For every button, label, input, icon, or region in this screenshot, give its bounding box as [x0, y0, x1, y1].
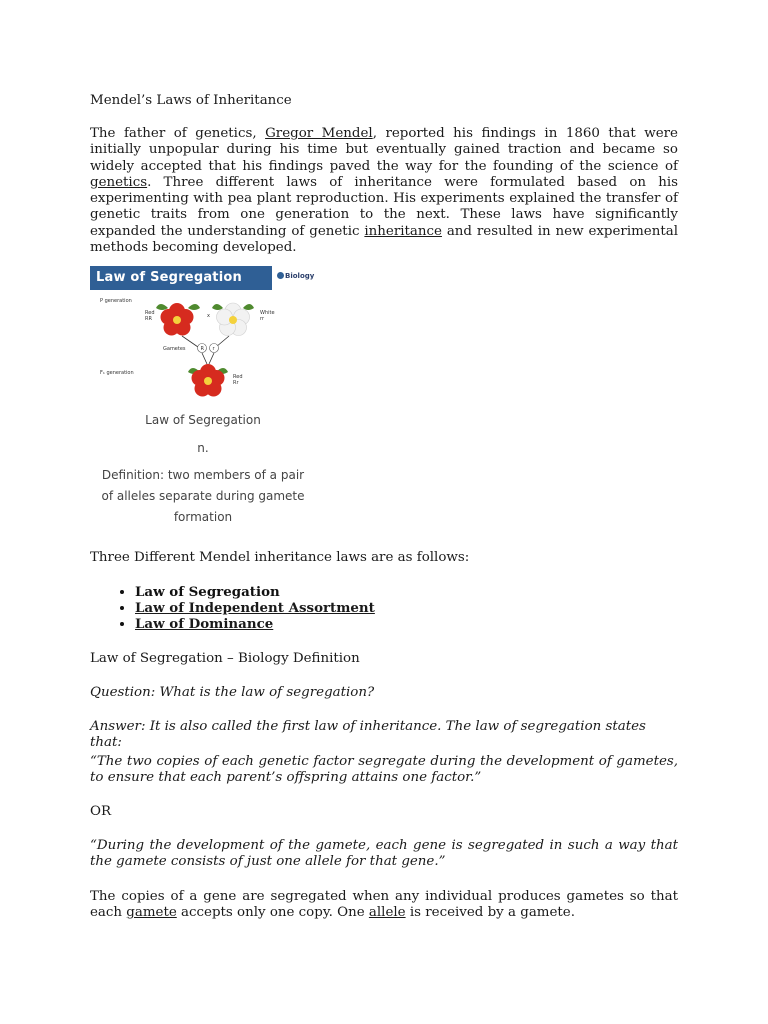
- white-parent-label: White: [260, 310, 275, 316]
- white-parent-genotype: rr: [260, 316, 265, 322]
- caption-part-of-speech: n.: [197, 441, 209, 455]
- arrow-gamete-upper-to-f1: [202, 353, 207, 364]
- caption-definition-line-2: of alleles separate during gamete: [101, 489, 305, 503]
- genetics-link[interactable]: genetics: [90, 174, 148, 190]
- closing-text-3: is received by a gamete.: [405, 905, 575, 921]
- red-parent-label: Red: [145, 310, 155, 316]
- segregation-diagram: [90, 290, 316, 402]
- laws-list: [90, 584, 375, 633]
- law-of-independent-assortment-link[interactable]: Law of Independent Assortment: [135, 600, 375, 617]
- list-item: [135, 616, 375, 632]
- gametes-label: Gametes: [163, 346, 186, 352]
- f1-genotype: Rr: [233, 380, 239, 386]
- intro-text-2: , reported his findings in 1860 that were initially unpopular during his time but eventually gained traction and became so widely accepted that his findings paved the way for the founding of the science of: [90, 126, 678, 174]
- quote-2: “During the development of the gamete, each gene is segregated in such a way that the gamete consists of just one allele for that gene.”: [90, 838, 678, 870]
- law-of-segregation-figure: [90, 266, 316, 402]
- closing-text-2: accepts only one copy. One: [176, 905, 369, 921]
- caption-definition-line-3: formation: [173, 510, 233, 524]
- logo-icon: [277, 272, 284, 279]
- list-intro: Three Different Mendel inheritance laws are as follows:: [90, 550, 470, 565]
- logo-text: Biology: [285, 272, 315, 280]
- law-of-dominance-link[interactable]: Law of Dominance: [135, 616, 274, 633]
- figure-banner: [90, 266, 272, 290]
- gregor-mendel-link[interactable]: Gregor Mendel: [265, 126, 373, 141]
- arrow-gamete-lower-to-f1: [209, 353, 214, 364]
- f1-red-flower: [188, 364, 228, 397]
- caption-definition-line-1: Definition: two members of a pair: [101, 468, 305, 482]
- caption-term: Law of Segregation: [145, 413, 261, 427]
- gamete-r-upper: R: [200, 346, 204, 352]
- document-title: Mendel’s Laws of Inheritance: [90, 93, 292, 108]
- intro-text-3: . Three different laws of inheritance were formulated based on his experimenting with pea plant reproduction. His experiments explained the transfer of genetic traits from one generation to the next. These laws have significantly expanded the understanding of genetic: [90, 174, 678, 239]
- question-text: Question: What is the law of segregation?: [90, 685, 375, 700]
- closing-paragraph: [90, 889, 678, 922]
- f1-generation-label: F₁ generation: [100, 370, 134, 376]
- list-item: [135, 584, 375, 600]
- law-of-segregation-item: Law of Segregation: [135, 584, 280, 600]
- figure-banner-title: Law of Segregation: [96, 270, 242, 285]
- cross-symbol: x: [207, 313, 210, 319]
- biology-logo: [277, 272, 314, 280]
- intro-text-4: and resulted in new experimental methods becoming developed.: [90, 223, 678, 256]
- section-title: Law of Segregation – Biology Definition: [90, 651, 360, 666]
- gamete-link[interactable]: gamete: [126, 905, 177, 921]
- answer-text: Answer: It is also called the first law of inheritance. The law of segregation states that:: [90, 719, 646, 751]
- white-parent-flower: [212, 303, 254, 336]
- inheritance-link[interactable]: inheritance: [364, 223, 442, 239]
- f1-label: Red: [233, 374, 243, 380]
- p-generation-label: P generation: [100, 298, 132, 304]
- closing-text-1: The copies of a gene are segregated when any individual produces gametes so that each: [90, 889, 678, 921]
- or-separator: OR: [90, 804, 112, 819]
- allele-link[interactable]: allele: [368, 905, 406, 921]
- red-parent-genotype: RR: [145, 316, 152, 322]
- quote-1: “The two copies of each genetic factor segregate during the development of gametes, to ensure that each parent’s offspring attains one factor.”: [90, 754, 678, 786]
- intro-text-1: The father of genetics,: [90, 126, 266, 141]
- gamete-r-lower: r: [212, 346, 215, 352]
- red-parent-flower: [156, 303, 200, 336]
- intro-paragraph: [90, 126, 678, 256]
- list-item: [135, 600, 375, 616]
